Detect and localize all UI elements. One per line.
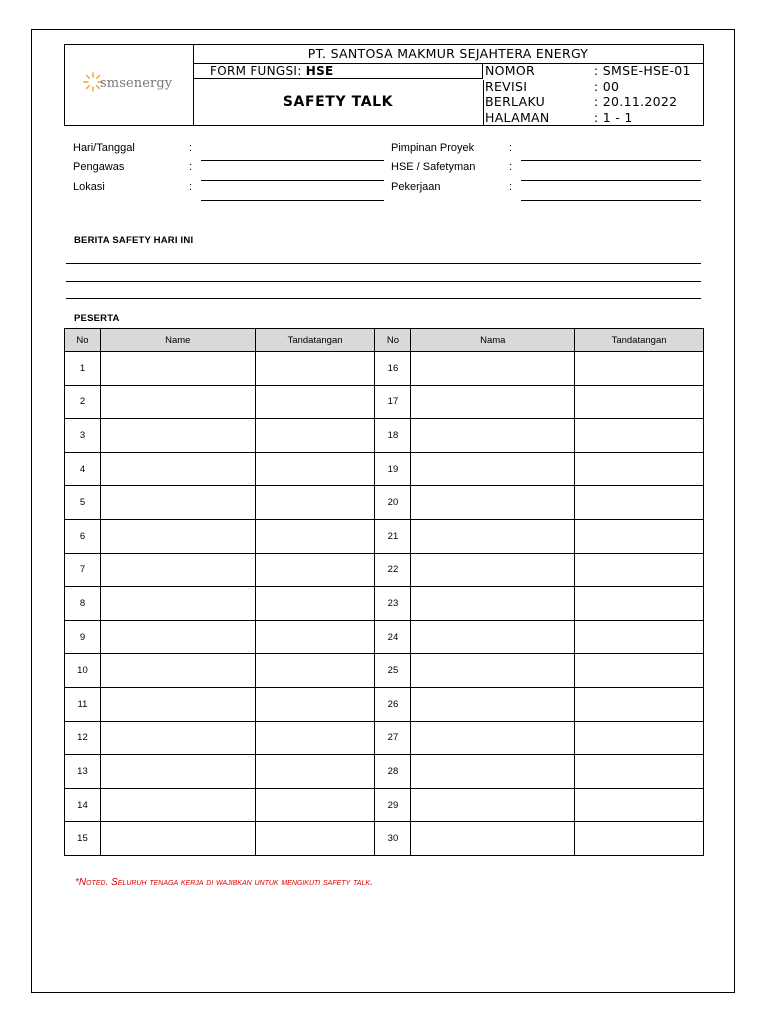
table-row xyxy=(65,687,704,721)
row-number: 8 xyxy=(65,587,101,621)
name-cell[interactable] xyxy=(100,755,255,789)
berita-line-3[interactable] xyxy=(66,298,701,299)
meta-value: : 1 - 1 xyxy=(594,109,633,125)
row-number: 22 xyxy=(375,553,411,587)
name-cell[interactable] xyxy=(411,352,575,386)
row-number: 15 xyxy=(65,822,101,856)
row-number: 25 xyxy=(375,654,411,688)
row-number: 1 xyxy=(65,352,101,386)
name-cell[interactable] xyxy=(100,419,255,453)
meta-row-nomor xyxy=(483,63,703,79)
form-header xyxy=(64,44,704,126)
signature-cell[interactable] xyxy=(575,654,704,688)
signature-cell[interactable] xyxy=(575,553,704,587)
signature-cell[interactable] xyxy=(575,352,704,386)
name-cell[interactable] xyxy=(411,452,575,486)
table-row xyxy=(65,419,704,453)
row-number: 6 xyxy=(65,519,101,553)
name-cell[interactable] xyxy=(411,519,575,553)
name-cell[interactable] xyxy=(411,755,575,789)
signature-cell[interactable] xyxy=(255,587,375,621)
name-cell[interactable] xyxy=(100,452,255,486)
signature-cell[interactable] xyxy=(575,822,704,856)
row-number: 7 xyxy=(65,553,101,587)
name-cell[interactable] xyxy=(100,721,255,755)
name-cell[interactable] xyxy=(100,519,255,553)
row-number: 28 xyxy=(375,755,411,789)
name-cell[interactable] xyxy=(411,486,575,520)
signature-cell[interactable] xyxy=(255,452,375,486)
fungsi-value: HSE xyxy=(305,64,334,78)
signature-cell[interactable] xyxy=(575,755,704,789)
table-row xyxy=(65,620,704,654)
header-no: No xyxy=(65,329,101,352)
row-number: 17 xyxy=(375,385,411,419)
row-number: 4 xyxy=(65,452,101,486)
header-tandatangan: Tandatangan xyxy=(255,329,375,352)
signature-cell[interactable] xyxy=(255,687,375,721)
name-cell[interactable] xyxy=(411,654,575,688)
name-cell[interactable] xyxy=(100,486,255,520)
name-cell[interactable] xyxy=(100,553,255,587)
hse-safetyman-label: HSE / Safetyman xyxy=(391,161,476,173)
signature-cell[interactable] xyxy=(575,620,704,654)
signature-cell[interactable] xyxy=(255,352,375,386)
signature-cell[interactable] xyxy=(255,553,375,587)
form-meta xyxy=(483,63,703,125)
meta-value: : SMSE-HSE-01 xyxy=(594,63,691,78)
hari-tanggal-input-line[interactable] xyxy=(201,160,384,161)
row-number: 23 xyxy=(375,587,411,621)
signature-cell[interactable] xyxy=(575,486,704,520)
name-cell[interactable] xyxy=(100,352,255,386)
field-colon: : xyxy=(509,161,513,173)
meta-value: : 20.11.2022 xyxy=(594,94,678,109)
pengawas-input-line[interactable] xyxy=(201,180,384,181)
meta-value: : 00 xyxy=(594,78,620,94)
row-number: 30 xyxy=(375,822,411,856)
meta-key: NOMOR xyxy=(485,63,535,78)
logo-text: smsenergy xyxy=(100,76,173,91)
signature-cell[interactable] xyxy=(575,687,704,721)
signature-cell[interactable] xyxy=(255,620,375,654)
pengawas-label: Pengawas xyxy=(73,161,125,173)
signature-cell[interactable] xyxy=(255,419,375,453)
row-number: 11 xyxy=(65,687,101,721)
name-cell[interactable] xyxy=(411,687,575,721)
meta-key: REVISI xyxy=(485,78,528,94)
row-number: 14 xyxy=(65,788,101,822)
name-cell[interactable] xyxy=(411,788,575,822)
row-number: 19 xyxy=(375,452,411,486)
row-number: 29 xyxy=(375,788,411,822)
company-name: PT. SANTOSA MAKMUR SEJAHTERA ENERGY xyxy=(193,45,703,64)
name-cell[interactable] xyxy=(411,385,575,419)
berita-line-1[interactable] xyxy=(66,263,701,264)
table-row xyxy=(65,755,704,789)
name-cell[interactable] xyxy=(411,553,575,587)
table-row xyxy=(65,553,704,587)
name-cell[interactable] xyxy=(100,788,255,822)
table-row xyxy=(65,385,704,419)
row-number: 16 xyxy=(375,352,411,386)
name-cell[interactable] xyxy=(411,822,575,856)
row-number: 20 xyxy=(375,486,411,520)
table-row xyxy=(65,654,704,688)
name-cell[interactable] xyxy=(100,654,255,688)
signature-cell[interactable] xyxy=(575,385,704,419)
row-number: 9 xyxy=(65,620,101,654)
row-number: 24 xyxy=(375,620,411,654)
row-number: 21 xyxy=(375,519,411,553)
berita-line-2[interactable] xyxy=(66,281,701,282)
signature-cell[interactable] xyxy=(575,452,704,486)
peserta-table xyxy=(64,328,704,856)
row-number: 13 xyxy=(65,755,101,789)
name-cell[interactable] xyxy=(411,721,575,755)
signature-cell[interactable] xyxy=(255,519,375,553)
signature-cell[interactable] xyxy=(575,788,704,822)
row-number: 27 xyxy=(375,721,411,755)
field-colon: : xyxy=(509,142,513,154)
meta-row-revisi xyxy=(483,79,703,95)
name-cell[interactable] xyxy=(100,385,255,419)
pimpinan-proyek-label: Pimpinan Proyek xyxy=(391,142,475,154)
field-colon: : xyxy=(509,181,513,193)
name-cell[interactable] xyxy=(411,620,575,654)
name-cell[interactable] xyxy=(411,587,575,621)
signature-cell[interactable] xyxy=(575,721,704,755)
signature-cell[interactable] xyxy=(255,788,375,822)
table-row xyxy=(65,352,704,386)
table-row xyxy=(65,788,704,822)
form-fungsi xyxy=(193,63,483,79)
name-cell[interactable] xyxy=(411,419,575,453)
table-header-row xyxy=(65,329,704,352)
name-cell[interactable] xyxy=(100,687,255,721)
field-colon: : xyxy=(189,181,193,193)
row-number: 2 xyxy=(65,385,101,419)
meta-row-berlaku xyxy=(483,94,703,110)
berita-label: BERITA SAFETY HARI INI xyxy=(74,235,194,246)
row-number: 5 xyxy=(65,486,101,520)
header-no: No xyxy=(375,329,411,352)
row-number: 10 xyxy=(65,654,101,688)
name-cell[interactable] xyxy=(100,620,255,654)
signature-cell[interactable] xyxy=(255,822,375,856)
signature-cell[interactable] xyxy=(575,419,704,453)
row-number: 3 xyxy=(65,419,101,453)
pekerjaan-input-line[interactable] xyxy=(521,200,701,201)
row-number: 26 xyxy=(375,687,411,721)
field-colon: : xyxy=(189,161,193,173)
field-colon: : xyxy=(189,142,193,154)
signature-cell[interactable] xyxy=(255,654,375,688)
table-row xyxy=(65,721,704,755)
signature-cell[interactable] xyxy=(575,519,704,553)
row-number: 18 xyxy=(375,419,411,453)
signature-cell[interactable] xyxy=(255,721,375,755)
signature-cell[interactable] xyxy=(255,486,375,520)
lokasi-label: Lokasi xyxy=(73,181,105,193)
lokasi-input-line[interactable] xyxy=(201,200,384,201)
table-row xyxy=(65,486,704,520)
signature-cell[interactable] xyxy=(255,755,375,789)
form-title: SAFETY TALK xyxy=(193,80,484,125)
signature-cell[interactable] xyxy=(255,385,375,419)
name-cell[interactable] xyxy=(100,822,255,856)
hari-tanggal-label: Hari/Tanggal xyxy=(73,142,135,154)
peserta-label: PESERTA xyxy=(74,313,120,324)
table-row xyxy=(65,822,704,856)
header-nama: Nama xyxy=(411,329,575,352)
pekerjaan-label: Pekerjaan xyxy=(391,181,441,193)
meta-key: HALAMAN xyxy=(485,109,550,125)
signature-cell[interactable] xyxy=(575,587,704,621)
table-row xyxy=(65,519,704,553)
note-text: *Noted. Seluruh tenaga kerja di wajibkan untuk mengikuti safety talk. xyxy=(75,877,373,888)
logo-cell xyxy=(65,45,194,125)
header-name: Name xyxy=(100,329,255,352)
meta-row-halaman xyxy=(483,110,703,126)
row-number: 12 xyxy=(65,721,101,755)
header-tandatangan: Tandatangan xyxy=(575,329,704,352)
name-cell[interactable] xyxy=(100,587,255,621)
meta-key: BERLAKU xyxy=(485,94,546,109)
table-row xyxy=(65,452,704,486)
company-logo xyxy=(83,70,178,100)
hse-safetyman-input-line[interactable] xyxy=(521,180,701,181)
table-row xyxy=(65,587,704,621)
fungsi-label: FORM FUNGSI: xyxy=(210,64,302,78)
pimpinan-proyek-input-line[interactable] xyxy=(521,160,701,161)
